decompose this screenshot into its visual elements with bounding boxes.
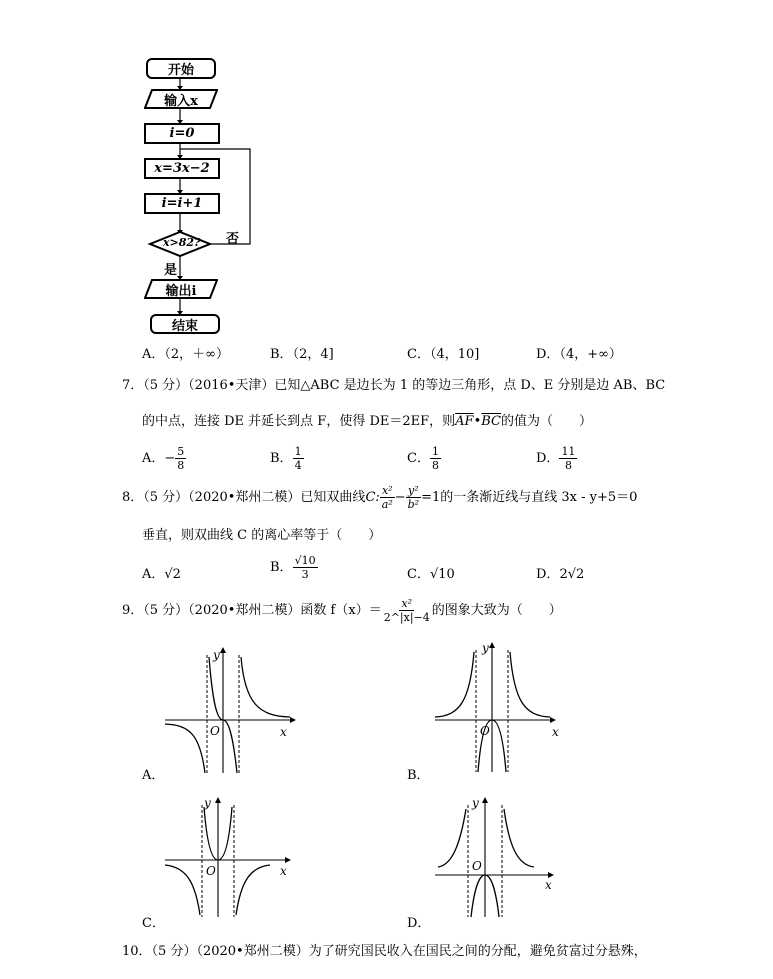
update-x-node: x=3x−2 bbox=[144, 158, 220, 179]
graph-d-x-label: x bbox=[545, 878, 552, 892]
graph-d-label: D． bbox=[407, 916, 431, 931]
q8-line1: 8．（5 分）（2020•郑州二模）已知双曲线C: $\frac{\text{x²}}{\text{a²}}$ − $\frac{\text{y²}}{\text{b²}}$ =1的一条渐近线与直线 3x - y+5＝0 bbox=[122, 484, 638, 511]
q7-option-d: D． $\frac{11}{8}$ bbox=[536, 445, 576, 472]
q6-option-d: D．（4，+∞） bbox=[536, 347, 622, 362]
update-i-node: i=i+1 bbox=[144, 193, 220, 214]
graph-c bbox=[160, 795, 300, 920]
q7-line1: 7．（5 分）（2016•天津）已知△ABC 是边长为 1 的等边三角形，点 D、E 分别是边 AB、BC bbox=[122, 378, 666, 393]
input-label: 输入x bbox=[164, 94, 198, 109]
q10-line1: 10．（5 分）（2020•郑州二模）为了研究国民收入在国民之间的分配，避免贫富过分悬殊， bbox=[122, 944, 647, 959]
flowchart-arrows bbox=[0, 0, 773, 340]
graph-c-origin: O bbox=[206, 864, 216, 878]
q8-line2: 垂直，则双曲线 C 的离心率等于（ ） bbox=[142, 528, 382, 543]
graph-a-origin: O bbox=[210, 724, 220, 738]
q8-option-d: D．2√2 bbox=[536, 567, 585, 582]
q7-option-c: C． $\frac{1}{8}$ bbox=[407, 445, 439, 472]
graph-b-label: B． bbox=[407, 768, 430, 783]
q8-option-a: A．√2 bbox=[142, 567, 181, 582]
q6-option-a: A．（2，＋∞） bbox=[142, 347, 229, 362]
graph-d-origin: O bbox=[472, 859, 482, 873]
graph-d bbox=[430, 795, 570, 920]
graph-b-origin: O bbox=[480, 724, 490, 738]
graph-b-x-label: x bbox=[552, 725, 559, 739]
q7-line2: 的中点，连接 DE 并延长到点 F，使得 DE＝2EF，则$\overline{AF}•\overline{BC}$的值为（ ） bbox=[142, 414, 593, 429]
yes-label: 是 bbox=[164, 263, 178, 278]
output-label: 输出i bbox=[165, 284, 197, 299]
graph-c-x-label: x bbox=[280, 864, 287, 878]
condition-label: x>82? bbox=[163, 236, 201, 249]
graph-c-y-label: y bbox=[204, 796, 211, 810]
q7-option-b: B． $\frac{1}{4}$ bbox=[270, 445, 302, 472]
q6-option-b: B．（2，4] bbox=[270, 347, 334, 362]
graph-a-label: A． bbox=[142, 768, 165, 783]
q9-line1: 9．（5 分）（2020•郑州二模）函数 f（x）＝ $\frac{\text{x²}}{2\^{}|x|-4}$ 的图象大致为（ ） bbox=[122, 597, 562, 624]
graph-a bbox=[160, 645, 300, 775]
graph-d-y-label: y bbox=[472, 796, 479, 810]
graph-a-x-label: x bbox=[280, 725, 287, 739]
q8-option-c: C．√10 bbox=[407, 567, 455, 582]
graph-c-label: C． bbox=[142, 916, 165, 931]
vector-af: $\overline{AF}$ bbox=[455, 414, 474, 429]
q8-option-b: B． $\frac{√10}{3}$ bbox=[270, 554, 316, 581]
graph-a-y-label: y bbox=[213, 648, 220, 662]
graph-b-y-label: y bbox=[482, 641, 489, 655]
end-node: 结束 bbox=[150, 314, 220, 334]
start-node: 开始 bbox=[146, 58, 216, 79]
vector-bc: $\overline{BC}$ bbox=[481, 414, 501, 429]
graph-b bbox=[430, 640, 570, 775]
q7-option-a: A．− $\frac{5}{8}$ bbox=[142, 445, 185, 472]
init-node: i=0 bbox=[144, 123, 220, 144]
q6-option-c: C．（4，10] bbox=[407, 347, 480, 362]
no-label: 否 bbox=[226, 232, 240, 247]
